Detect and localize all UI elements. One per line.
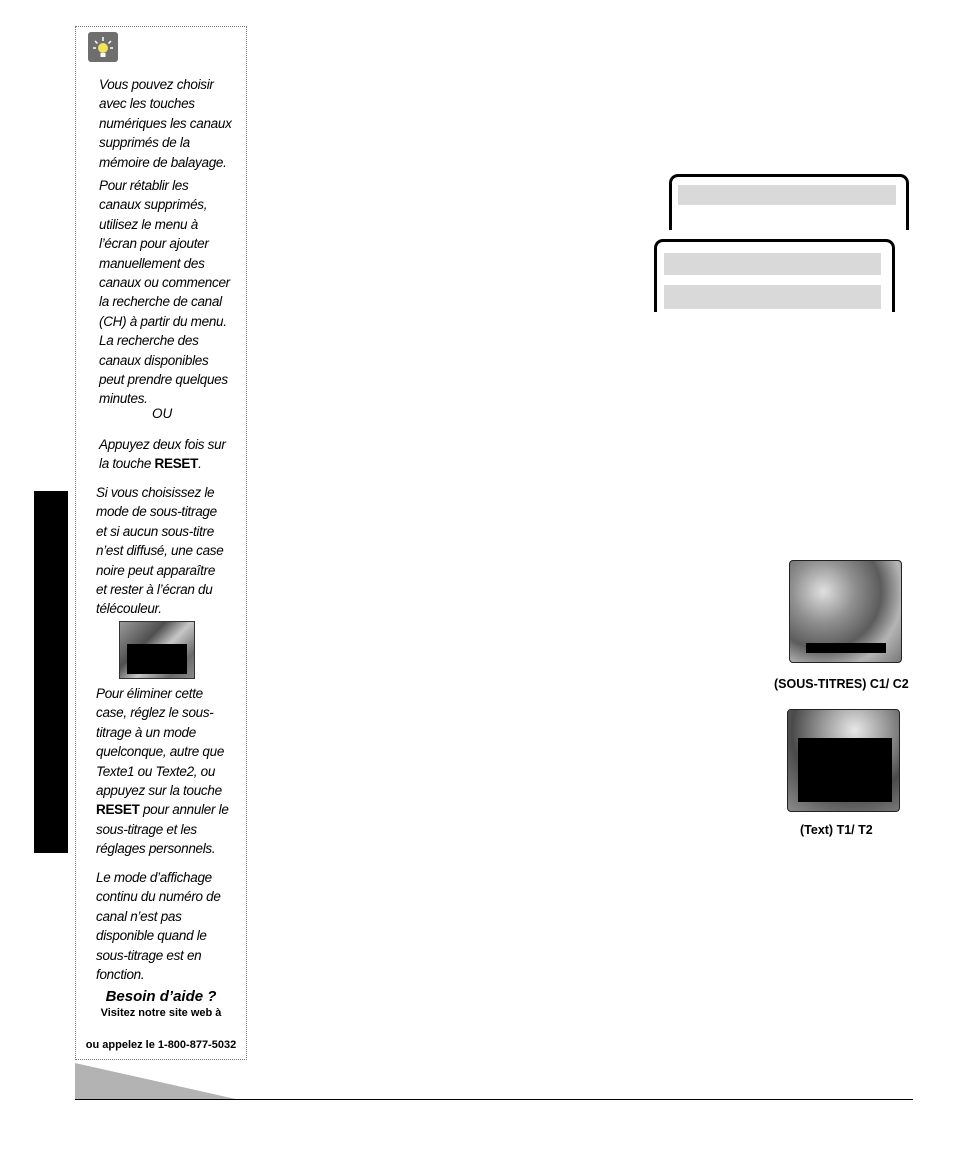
section-tab [34,491,68,853]
menu-highlight-bar [664,253,881,275]
caption-mode-label: (SOUS-TITRES) C1/ C2 [774,677,909,691]
corner-wedge [75,1063,245,1101]
help-phone: ou appelez le 1-800-877-5032 [85,1039,237,1051]
reset-keyword: RESET [154,456,199,472]
caption-strip [806,643,886,653]
tip-text-1: Vous pouvez choisir avec les touches numériques les canaux supprimés de la mémoire de balayage. [99,77,232,170]
tip-text-6: Le mode d’affichage continu du numéro de canal n’est pas disponible quand le sous-titrage est en fonction. [96,870,221,983]
menu-highlight-bar [664,285,881,309]
tip-text-2: Pour rétablir les canaux supprimés, utilisez le menu à l’écran pour ajouter manuellement des canaux ou commencer la recherche de canal (CH) à partir du menu. La recherche des canaux disponibles peut prendre quelques minutes. [99,178,230,407]
lightbulb-icon [88,32,118,62]
tip-or: OU [152,406,173,421]
caption-mode-photo [789,560,902,663]
onscreen-menu-2 [654,239,895,312]
reset-keyword-2: RESET [96,802,140,818]
onscreen-menu-1 [669,174,909,230]
tip-text-4: Si vous choisissez le mode de sous-titrage et si aucun sous-titre n’est diffusé, une case noire peut apparaître et rester à l’écran du télécouleur. [96,485,224,617]
text-mode-label: (Text) T1/ T2 [800,823,873,837]
menu-highlight-bar [678,185,896,205]
tip-text-3: Appuyez deux fois sur la touche RESET. [99,437,226,472]
text-black-box [798,738,892,802]
help-website: Visitez notre site web à [100,1007,222,1019]
tip-text-5: Pour éliminer cette case, réglez le sous- titrage à un mode quelconque, autre que Texte1 ou Texte2, ou appuyez sur la touche RESET pour annuler le sous-titrage et les réglages personnels. [96,686,229,857]
footer-rule [75,1099,913,1100]
black-box-thumbnail [119,621,195,679]
help-title: Besoin d’aide ? [105,988,217,1005]
text-mode-photo [787,709,900,812]
